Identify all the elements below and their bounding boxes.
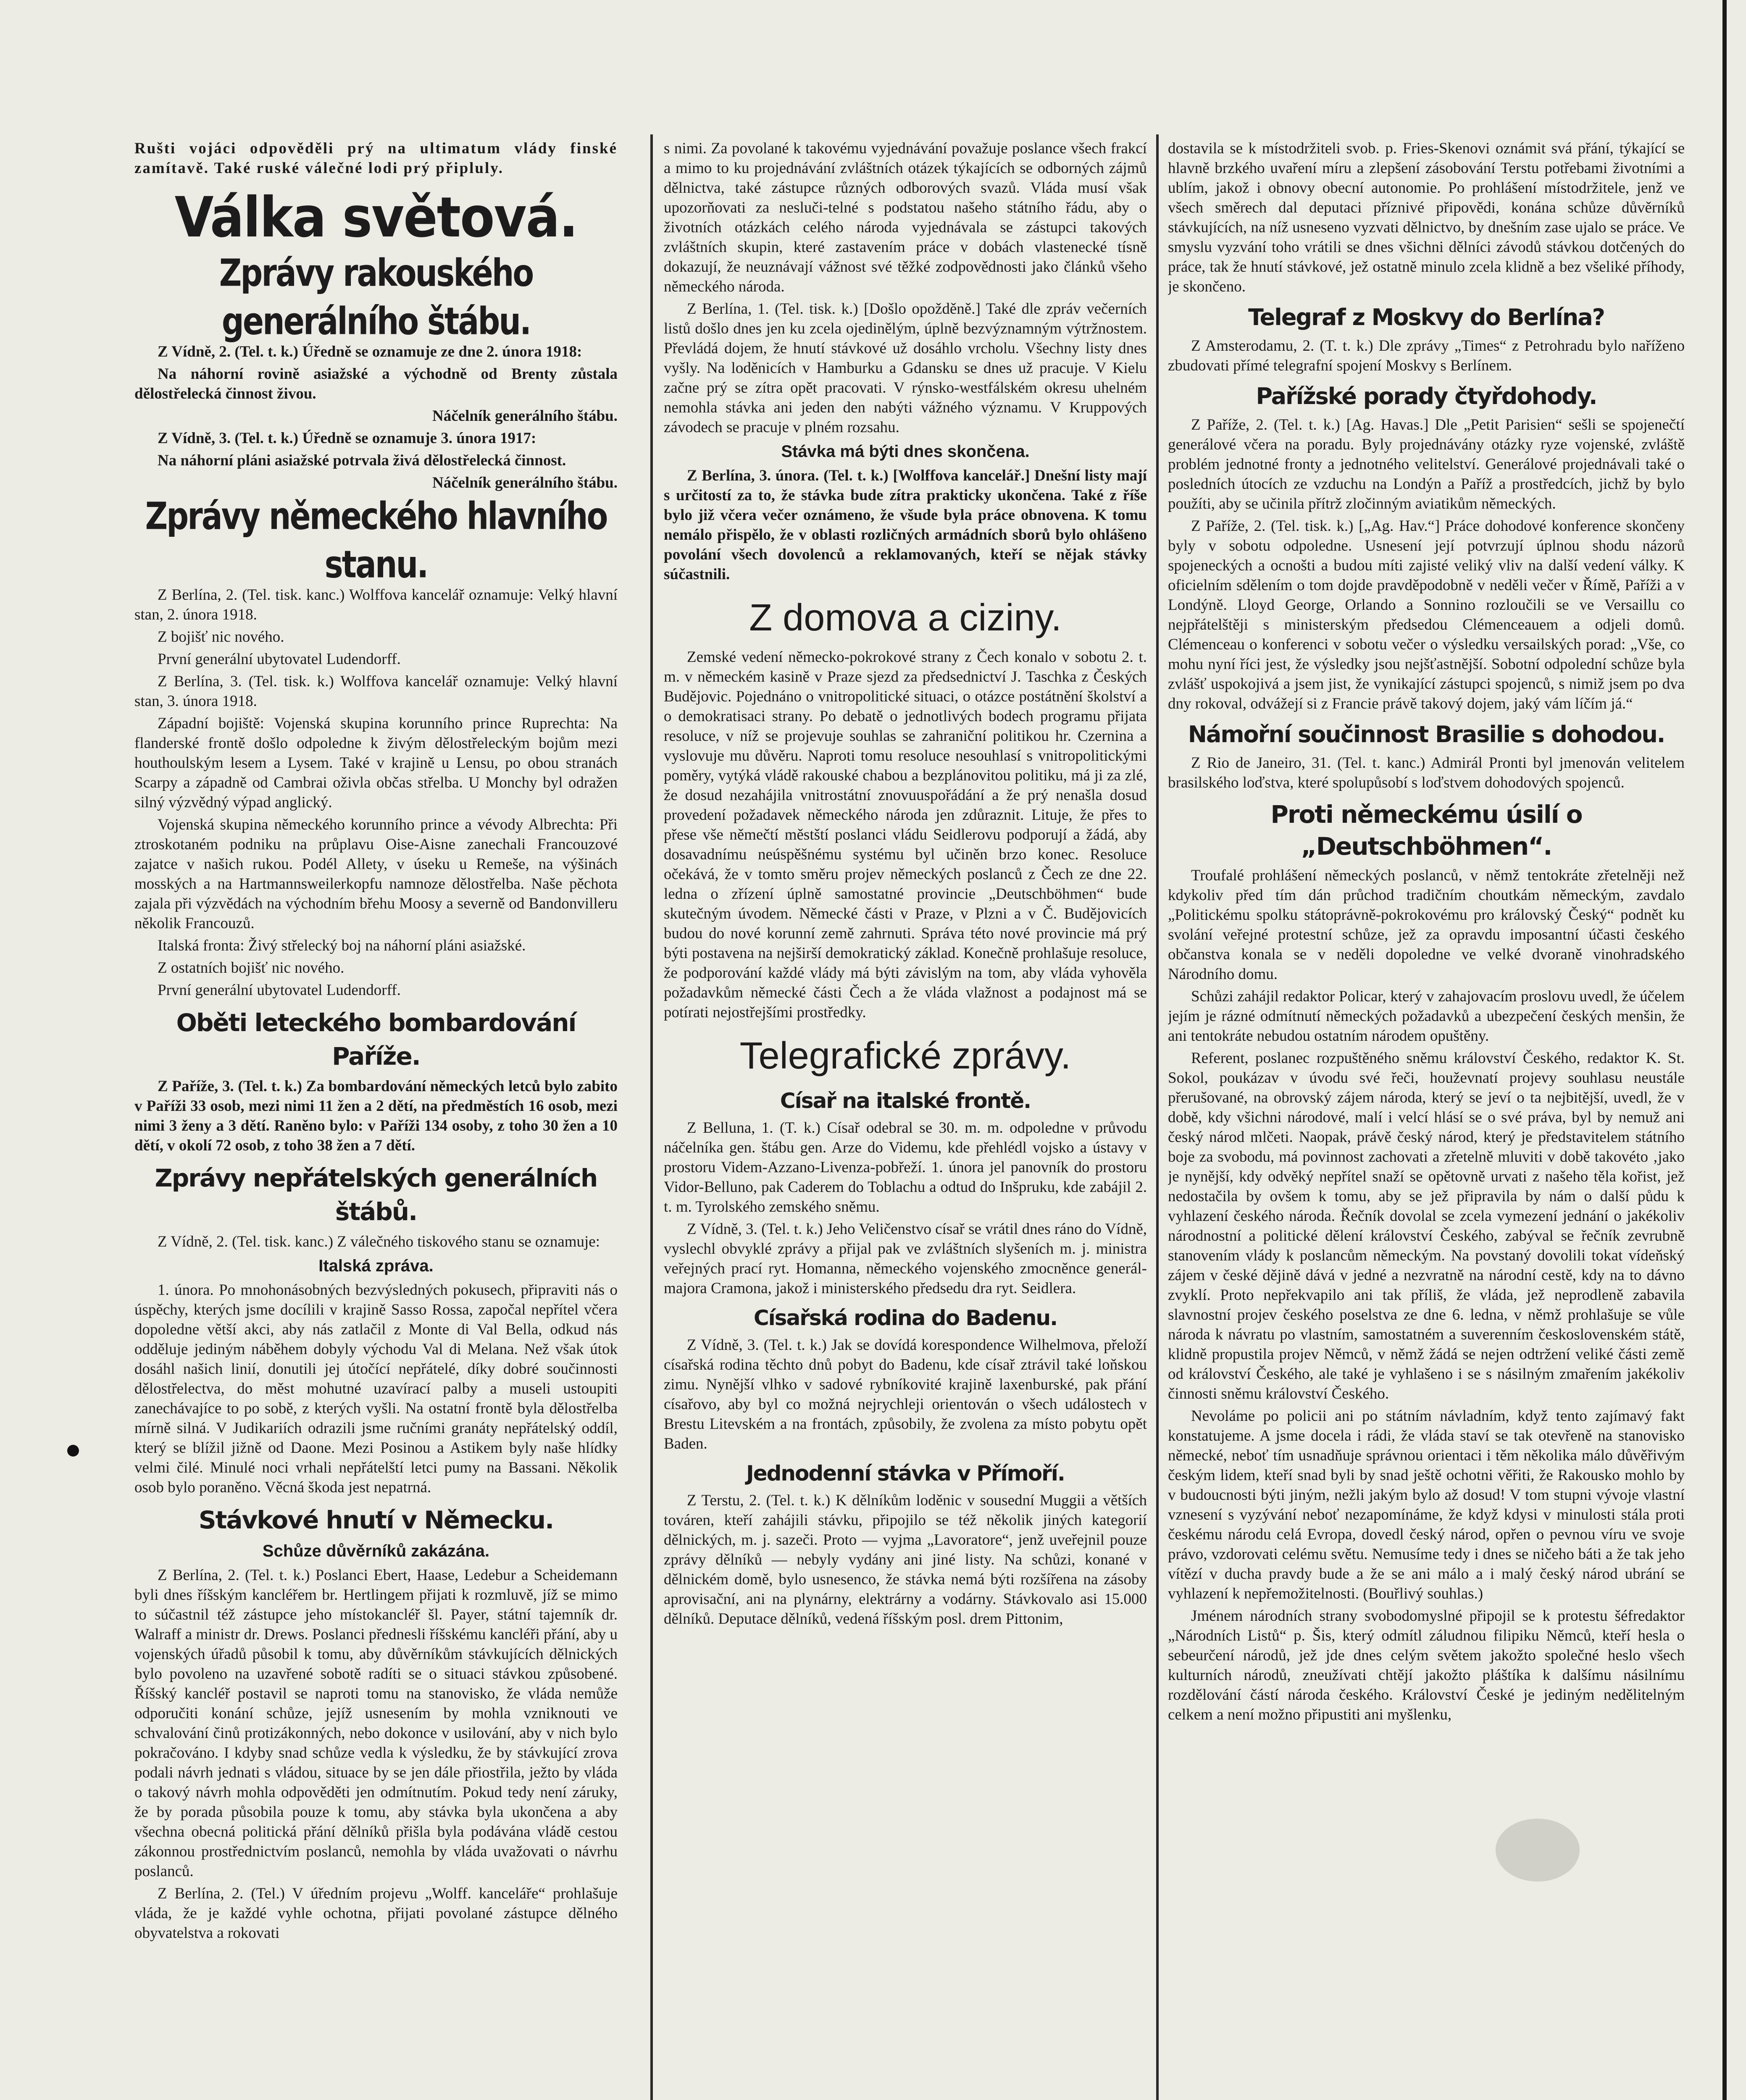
article-paragraph: Z Vídně, 2. (Tel. t. k.) Úředně se oznamuje ze dne 2. února 1918:	[158, 343, 582, 360]
article-paragraph: s nimi. Za povolané k takovému vyjednávání považuje poslance všech frakcí a mimo to ku projednávání zvláštních otázek týkajících se odborných zájmů dělnictva, také zástupce různých odborových svazů. Vláda musí však upozorňovati za nesluči-telné s podstatou našeho státního řádu, aby o životních otázkách celého národa vyjednávala se zástupci takových zvláštních skupin, které zastavením práce v dobách vlastenecké tísně dokazují, že neuznávají vážnost své těžké zodpovědnosti jako článků všeho německého národa.	[664, 140, 1147, 295]
war-title: Válka světová.	[174, 186, 578, 250]
article-paragraph: Troufalé prohlášení německých poslanců, v němž tentokráte zřetelněji než kdykoliv před tím dán průchod tradičním choutkám německým, zavdalo „Politickému spolku státoprávně-pokrokovému pro královský Český“ podnět ku svolání veřejné protestní schůze, jež za opravdu imposantní účasti českého občanstva konala se v neděli dopoledne ve velké dvoraně vinohradského Národního domu.	[1168, 867, 1685, 983]
article-paragraph: Italská fronta: Živý střelecký boj na náhorní pláni asiažské.	[158, 937, 526, 954]
article-paragraph: Z Berlína, 3. února. (Tel. t. k.) [Wolffova kancelář.] Dnešní listy mají s určitostí za to, že stávka bude zítra prakticky ukončena. Také z říše bylo již včera večer oznámeno, že všude byla práce obnovena. K tomu nemálo přispělo, že v oblasti rozličných armádních sborů bylo ohlášeno povolání všech dovolenců a reklamovaných, kteří se nějak stávky súčastnili.	[664, 467, 1147, 583]
margin-dot	[67, 1445, 79, 1457]
article-paragraph: První generální ubytovatel Ludendorff.	[158, 651, 401, 668]
signature: Náčelník generálního štábu.	[432, 407, 618, 425]
article-paragraph: Západní bojiště: Vojenská skupina korunního prince Ruprechta: Na flanderské frontě došlo odpoledne k živým dělostřeleckým bojům mezi houthoulským lesem a Lysem. Také v krajině u Lensu, po obou stranách Scarpy a západně od Cambrai oživla občas střelba. U Monchy byl odražen silný výzvědný výpad anglický.	[134, 715, 618, 811]
article-paragraph: Zemské vedení německo-pokrokové strany z Čech konalo v sobotu 2. t. m. v německém kasině v Praze sjezd za předsednictví J. Taschka z Českých Budějovic. Pojednáno o vnitropolitické situaci, o otázce postátnění školství a o demokratisaci strany. Po debatě o jednotlivých bodech programu přijata resoluce, v níž se projevuje souhlas se zahraniční politikou hr. Czernina a vyslovuje mu důvěru. Naproti tomu resoluce nesouhlasí s vnitropolitickými poměry, vytýká vládě rakouské chabou a bezplánovitou politiku, má ji za zlé, že dosud nezahájila vnitrostátní znovuuspořádání a že prý nenašla dosud provedení požadavek německého národa jen zdůraznit. Lituje, že přes to přese vše němečtí městští poslanci vládu Seidlerovu podporují a žádá, aby dosavadnímu neúspěšnému systému byl učiněn brzo konec. Resoluce očekává, že v tomto směru projev německých poslanců z Čech ze dne 22. ledna o zřízení úplně samostatné provincie „Deutschböhmen“ bude skutečným úvodem. Německé části v Praze, v Plzni a v Č. Budějovicích budou do nové korunní země zahrnuti. Správa této nové provincie má prý býti postavena na nejširší demokratický základ. Konečně prohlašuje resoluce, že podporování každé vlády má býti závislým na tom, aby vláda vyhověla požadavkům německé části Čech a že vláda vlažnost a podajnost má se potírati nejostřejšími prostředky.	[664, 648, 1147, 1021]
article-paragraph: Z Paříže, 3. (Tel. t. k.) Za bombardování německých letců bylo zabito v Paříži 33 osob, mezi nimi 11 žen a 2 dětí, na předměstích 16 osob, mezi nimi 3 ženy a 3 dětí. Raněno bylo: v Paříži 134 osoby, z toho 30 žen a 10 dětí, v okolí 72 osob, z toho 38 žen a 7 dětí.	[134, 1078, 618, 1154]
article-paragraph: Z Vídně, 3. (Tel. t. k.) Jeho Veličenstvo císař se vrátil dnes ráno do Vídně, vyslechl obvyklé zprávy a přijal pak ve zvláštních slyšeních m. j. ministra veřejných prací ryt. Homanna, německého vojenského zmocněnce generál-majora Cramona, jakož i ministerského předsedu dra ryt. Seidlera.	[664, 1221, 1147, 1297]
article-paragraph: 1. února. Po mnohonásobných bezvýsledných pokusech, připraviti nás o úspěchy, kterých jsme docílili v krajině Sasso Rossa, započal nepřítel včera dopoledne větší akci, aby nás zatlačil z Monte di Val Bella, odkud nás odděluje jediným náběhem dobyly východu Val di Melana. Než však útok dosáhl našich linií, donutili jej útočící nepřátelé, díky dobré součinnosti dělostřelectva, do měst mohutné uzavírací palby a museli ustoupiti zanechávajíce to po sobě, z kterých vyšli. Na ostatní frontě byla dělostřelba mírně silná. V Judikariích odrazili jsme ručními granáty nepřátelský oddíl, který se blížil jižně od Daone. Mezi Posinou a Astikem byly naše hlídky velmi čilé. Minulé noci vrhali nepřátelští letci pumy na Bassani. Několik osob bylo poraněno. Věcná škoda jest nepatrná.	[134, 1281, 618, 1496]
article-paragraph: Z bojišť nic nového.	[158, 628, 284, 646]
subheading: Schůze důvěrníků zakázána.	[262, 1542, 490, 1560]
article-paragraph: Z Paříže, 2. (Tel. tisk. k.) [„Ag. Hav.“] Práce dohodové konference skončeny byly v sobotu odpoledne. Usnesení její potvrzují úplnou shodu názorů spojeneckých a ocnošti a budou míti zajisté veliký vliv na další vedení války. K oficielním sdělením o tom dojde pravděpodobně v neděli večer v Římě, Paříži a v Londýně. Lloyd George, Orlando a Sonnino rozloučili se ve Versaillu co nejpřátelštěji s ministerským předsedou Clémenceauem a odjeli domů. Clémenceau o konferenci v sobotu večer o výsledku versailských porad: „Vše, co mohu nyní říci jest, že výsledky jsou nejšťastnější. Sobotní odpolední schůze byla zvlášť uspokojivá a jsem jist, že vynikající zástupci spojenců, s nimiž jsem po dva dny rokoval, odvážejí si z Francie právě takový dojem, jaký vám líčím já.“	[1168, 517, 1685, 712]
german-hq-heading: Zprávy německého hlavního stanu.	[145, 494, 607, 587]
page-edge-bar	[1722, 0, 1727, 2100]
article-paragraph: Z ostatních bojišť nic nového.	[158, 959, 344, 976]
article-paragraph: Z Belluna, 1. (T. k.) Císař odebral se 30. m. m. odpoledne v průvodu náčelníka gen. štábu gen. Arze do Videmu, kde přehlédl vojsko a ústavy v prostoru Videm-Azzano-Livenza-pobřeží. 1. února jel panovník do prostoru Vidor-Belluno, pak Caderem do Toblachu a odtud do Inšpruku, kde zabájil 2. t. m. Tyrolského zemského sněmu.	[664, 1119, 1147, 1215]
article-paragraph: Z Vídně, 3. (Tel. t. k.) Jak se dovídá korespondence Wilhelmova, přeloží císařská rodina těchto dnů pobyt do Badenu, kde císař ztrávil také loňskou zimu. Nynější vlhko v sadové rybníkovité krajině laxenburské, pak přání císařovo, aby byl co možná nejrychleji orientován o všech událostech v Brestu Litevském a na frontách, způsobily, že zvolena za místo pobytu opět Baden.	[664, 1336, 1147, 1452]
article-paragraph: Z Vídně, 2. (Tel. tisk. kanc.) Z válečného tiskového stanu se oznamuje:	[158, 1233, 600, 1250]
column-left	[134, 139, 618, 2100]
column-middle	[664, 139, 1147, 2100]
column-right	[1168, 139, 1685, 2100]
article-paragraph: Z Vídně, 3. (Tel. t. k.) Úředně se oznamuje 3. února 1917:	[158, 430, 536, 447]
signature: Náčelník generálního štábu.	[432, 474, 618, 491]
article-paragraph: Z Amsterodamu, 2. (T. t. k.) Dle zprávy „Times“ z Petrohradu bylo naříženo zbudovati přímé telegrafní spojení Moskvy s Berlínem.	[1168, 337, 1685, 374]
article-paragraph: Jménem národních strany svobodomyslné připojil se k protestu šéfredaktor „Národních Listů“ p. Šis, který odmítl záludnou filipiku Němců, kteří hesla o sebeurčení národů, jež jde dnes celým světem jakožto společné heslo všech kulturních národů, zneužívati chtějí jakožto pláštíka k dalšímu násilnímu rozdělování částí národa českého. Království České je jediným nedělitelným celkem a není možno připustiti ani myšlenku,	[1168, 1607, 1685, 1723]
one-day-strike-heading: Jednodenní stávka v Přímoří.	[746, 1461, 1065, 1486]
austrian-staff-heading: Zprávy rakouského generálního štábu.	[219, 251, 533, 344]
article-paragraph: Z Berlína, 2. (Tel. tisk. kanc.) Wolffova kancelář oznamuje: Velký hlavní stan, 2. února 1918.	[134, 586, 618, 623]
article-paragraph: Z Berlína, 3. (Tel. tisk. k.) Wolffova kancelář oznamuje: Velký hlavní stan, 3. února 1918.	[134, 673, 618, 710]
imperial-family-heading: Císařská rodina do Badenu.	[753, 1306, 1057, 1330]
article-paragraph: Z Rio de Janeiro, 31. (Tel. t. kanc.) Admirál Pronti byl jmenován velitelem brasilského loďstva, které spolupůsobí s loďstvem dohodových spojenců.	[1168, 754, 1685, 791]
article-paragraph: Z Terstu, 2. (Tel. t. k.) K dělníkům loděnic v sousední Muggii a větších továren, kteří zahájili stávku, připojilo se též několik jiných kategorií dělnických, m. j. sazeči. Proto — vyjma „Lavoratore“, jenž uveřejnil pouze zprávy dělníků — nebyly vydány ani jiné listy. Na schůzi, konané v dělnickém domě, bylo usnesenco, že stávka nemá býti rozšířena na zásoby aprovisační, ani na plynárny, elektrárny a vodárny. Stávkovalo asi 15.000 dělníků. Deputace dělníků, vedená říšským posl. drem Pittonim,	[664, 1492, 1147, 1628]
home-abroad-heading: Z domova a ciziny.	[749, 597, 1062, 639]
column-rule	[1156, 134, 1159, 2100]
article-paragraph: Referent, poslanec rozpuštěného sněmu království Českého, redaktor K. St. Sokol, poukázav v úvodu své řeči, houževnatí projevy souhlasu neustále přerušované, na obrovský zájem národa, který se jeví o ta nejbitější, uvedl, že v době, kdy všichni národové, malí i velcí hlásí se o své práva, byl by nemuž ani český národ mlčeti. Naopak, právě český národ, který je představitelem státního boje za svobodu, má povinnost zachovati a zřetelně mluviti v době takovéto ‚jako je nynější, kdy odvěký nepřítel snaží se opětovně urvati z našeho těla kořist, jež nedostačila by ovšem k tomu, aby se jež připravila by nám o další půdu k vyhlazení českého národa. Řečník dovolal se zcela vymezení jednání o jakékoliv národnostní a politické dělení království Českého, zabýval se řečník zevrubně stanovením vlády k poslancům německým. Na povstaný dovolili tokat vídeňský zájem v české dějině dává v jedné a nezvratně na národní cestě, kdy na to dávno zvyklí. Proto nepřekvapilo ani tak příliš, že vláda, jež neprodleně zabavila slavnostní projev českého poselstva ze dne 6. ledna, v němž prohlašuje se vůle národa k návratu po vlastním, samostatném a suverenním československém státě, klidně propustila projev Němců, v němž žádá se nejen odtržení veliké části země od království Českého, ale také je vyhlašeno i se s násilným zmařením jakékoliv činnosti sněmu království Českého.	[1168, 1050, 1685, 1402]
article-paragraph: První generální ubytovatel Ludendorff.	[158, 982, 401, 999]
article-paragraph: Z Berlína, 1. (Tel. tisk. k.) [Došlo opožděně.] Také dle zpráv večerních listů došlo dnes jen ku zcela ojedinělým, úplně bezvýznamným výtržnostem. Převládá dojem, že hnutí stávkové už dosáhlo vrcholu. Všechny listy dnes vyšly. Na loděnicích v Hamburku a Gdansku se dnes už pracuje. V Kielu začne prý se zítra opět pracovati. V rýnsko-westfálském okresu uhelném nemohla stávka ani jeden den nabýti vážného významu. V Kruppových závodech se pracuje v plném rozsahu.	[664, 300, 1147, 436]
article-paragraph: dostavila se k místodržiteli svob. p. Fries-Skenovi oznámit svá přání, týkající se hlavně brzkého uvaření míru a zlepšení zásobování Terstu potřebami životními a ublím, jakož i obnovy obecní autonomie. Po prohlášení místodržitele, jenž ve všech směrech dal deputaci příznivé připovědi, konána schůze důvěrníků stávkujících, na níž usneseno vyzvati dělnictvo, by dnešním zase ujalo se práce. Ve smyslu vyzvání toho vrátili se dnes všichni dělníci závodů stávkou dotčených do práce, tak že hnutí stávkové, jež ostatně minulo zcela klidně a bez všeliké příhody, je skončeno.	[1168, 140, 1685, 295]
telegraph-heading: Telegrafické zprávy.	[739, 1035, 1071, 1077]
intro-paragraph: Rušti vojáci odpověděli prý na ultimatum vlády finské zamítavě. Také ruské válečné lodi prý připluly.	[134, 140, 618, 177]
deutschbohmen-heading: Proti německému úsilí o „Deutschböhmen“.	[1270, 800, 1582, 861]
strike-heading: Stávkové hnutí v Německu.	[198, 1506, 554, 1534]
article-paragraph: Schůzi zahájil redaktor Policar, který v zahajovacím proslovu uvedl, že účelem jejím je rázné odmítnutí německých požadavků a ubezpečení českých menšin, že ani tentokráte nebudou ostatním národem opuštěny.	[1168, 988, 1685, 1045]
article-paragraph: Z Berlína, 2. (Tel.) V úředním projevu „Wolff. kanceláře“ prohlašuje vláda, že je každé vyhle ochotna, přijati povolané zástupce dělného obyvatelstva a rokovati	[134, 1885, 618, 1942]
enemy-staff-heading: Zprávy nepřátelských generálních štábů.	[155, 1164, 597, 1226]
paris-talks-heading: Pařížské porady čtyřdohody.	[1256, 383, 1597, 410]
article-paragraph: Nevoláme po policii ani po státním návladním, když tento zajímavý fakt konstatujeme. A jsme docela i rádi, že vláda staví se tak otevřeně na stanovisko německé, neboť tím usnadňuje správnou orientaci i těm několika málo důvěřivým českým lidem, kteří snad byli by snad ještě ochotni věřiti, že Rakousko mohlo by v budoucnosti býti jiným, nežli jakým bylo až dosud! V tom stupni vývoje vlastní vznesení s vyzývání neboť nezapomínáme, že když kdysi v minulosti stála proti českému národu celá Evropa, dovedl český národ, opřen o pevnou víru ve svoje právo, vzdorovati celému světu. Nemusíme tedy i dnes se ničeho báti a že tak jeho vítězí v ducha pravdy bude a že se ani málo a i malý český národ ubrání se vyhlazení k nepřemožitelnosti. (Bouřlivý souhlas.)	[1168, 1407, 1685, 1602]
subheading: Italská zpráva.	[318, 1257, 434, 1275]
article-paragraph: Vojenská skupina německého korunního prince a vévody Albrechta: Při ztroskotaném podniku na průplavu Oise-Aisne zanechali Francouzové zajatce v našich rukou. Podél Allety, v úseku u Remeše, na výšinách mosských a na Hartmannsweilerkopfu namnoze dělostřelba. Naše pěchota zajala při výzvědách na východním břehu Moosy a severně od Bandonvilleru několik Francouzů.	[134, 816, 618, 932]
article-paragraph: Na náhorní pláni asiažské potrvala živá dělostřelecká činnost.	[158, 452, 566, 469]
subheading: Stávka má býti dnes skončena.	[781, 442, 1030, 461]
article-paragraph: Z Paříže, 2. (Tel. t. k.) [Ag. Havas.] Dle „Petit Parisien“ sešli se spojenečtí generálové včera na poradu. Byly projednávány otázky ryze vojenské, zvláště problém jednotné fronty a jednotného velitelství. Generálové projednávali také o posledních útocích ze vzduchu na Londýn a Paříž a prostředcích, jichž by bylo použíti, aby se učinila přítrž zločinným aviatikům německých.	[1168, 416, 1685, 512]
moscow-telegraph-heading: Telegraf z Moskvy do Berlína?	[1248, 304, 1604, 331]
brazil-naval-heading: Námořní součinnost Brasilie s dohodou.	[1188, 721, 1665, 748]
article-paragraph: Z Berlína, 2. (Tel. t. k.) Poslanci Ebert, Haase, Ledebur a Scheidemann byli dnes říšským kancléřem br. Hertlingem přijati k rozmluvě, jíž se mimo to súčastnil též zástupce jeho místokancléř šl. Payer, státní tajemník dr. Walraff a ministr dr. Drews. Poslanci přednesli říšskému kancléři přání, aby u vojenských úřadů působil k tomu, aby důvěrníkům stávkujících dělnických bylo povoleno na uzavřené sobotě radíti se o situaci stávkou způsobené. Říšský kancléř postavil se naproti tomu na stanovisko, že vláda nemůže odporučiti konání schůze, jejíž usnesením by mohla vzniknouti ve schvalování činů protizákonných, nebo dokonce v usilování, aby v nich bylo pokračováno. I kdyby snad schůze vedla k výsledku, že by stávkující zrova podali návrh jednati s vládou, situace by se jen dále přiostřila, ježto by vláda o takový návrh mohla odpověděti jen odmítnutím. Pokud tedy není záruky, že by porada působila pouze k tomu, aby stávka byla ukončena a aby všechna obecná politická přání dělníků přišla byla podávána vládě cestou zákonnou prostřednictvím poslanců, nemohla by vláda uvažovati o návrhu poslanců.	[134, 1567, 618, 1880]
article-paragraph: Na náhorní rovině asiažské a východně od Brenty zůstala dělostřelecká činnost živou.	[134, 365, 618, 402]
emperor-front-heading: Císař na italské frontě.	[780, 1089, 1031, 1113]
air-raid-heading: Oběti leteckého bombardování Paříže.	[176, 1008, 576, 1071]
column-rule	[650, 134, 653, 2100]
